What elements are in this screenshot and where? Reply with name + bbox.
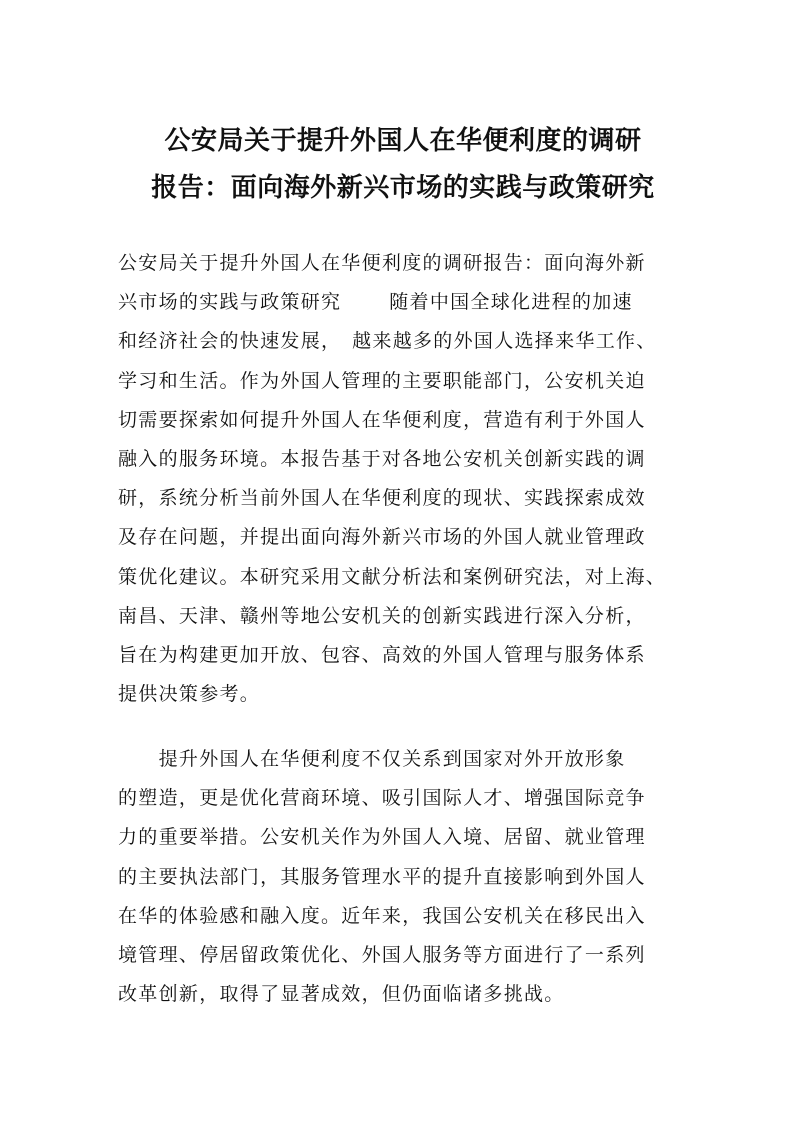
text-line: 的主要执法部门，其服务管理水平的提升直接影响到外国人 [118,865,646,888]
body-paragraph-2 [118,740,683,1014]
text-line: 南昌、天津、赣州等地公安机关的创新实践进行深入分析， [118,604,646,627]
title-line: 报告：面向海外新兴市场的实践与政策研究 [151,173,655,203]
text-line: 及存在问题，并提出面向海外新兴市场的外国人就业管理政 [118,526,646,549]
text-line: 融入的服务环境。本报告基于对各地公安机关创新实践的调 [118,448,646,471]
text-line: 提供决策参考。 [118,683,261,706]
text-line: 提升外国人在华便利度不仅关系到国家对外开放形象 [118,748,626,770]
text-line: 公安局关于提升外国人在华便利度的调研报告：面向海外新 [118,252,646,274]
text-line: 改革创新，取得了显著成效，但仍面临诸多挑战。 [118,983,565,1006]
text-line: 策优化建议。本研究采用文献分析法和案例研究法，对上海、 [118,565,667,588]
text-line: 力的重要举措。公安机关作为外国人入境、居留、就业管理 [118,826,646,849]
text-line: 的塑造，更是优化营商环境、吸引国际人才、增强国际竞争 [118,787,646,810]
text-line: 在华的体验感和融入度。近年来，我国公安机关在移民出入 [118,904,646,927]
body-paragraph-1 [118,244,683,714]
title-line: 公安局关于提升外国人在华便利度的调研 [164,126,642,156]
text-line: 切需要探索如何提升外国人在华便利度，营造有利于外国人 [118,408,646,431]
text-line: 兴市场的实践与政策研究 随着中国全球化进程的加速 [118,291,633,314]
text-line: 旨在为构建更加开放、包容、高效的外国人管理与服务体系 [118,644,646,667]
text-line: 研，系统分析当前外国人在华便利度的现状、实践探索成效 [118,487,646,510]
text-line: 学习和生活。作为外国人管理的主要职能部门，公安机关迫 [118,369,646,392]
text-line: 和经济社会的快速发展， 越来越多的外国人选择来华工作、 [118,330,657,353]
text-line: 境管理、停居留政策优化、外国人服务等方面进行了一系列 [118,944,646,967]
document-title [118,118,688,212]
